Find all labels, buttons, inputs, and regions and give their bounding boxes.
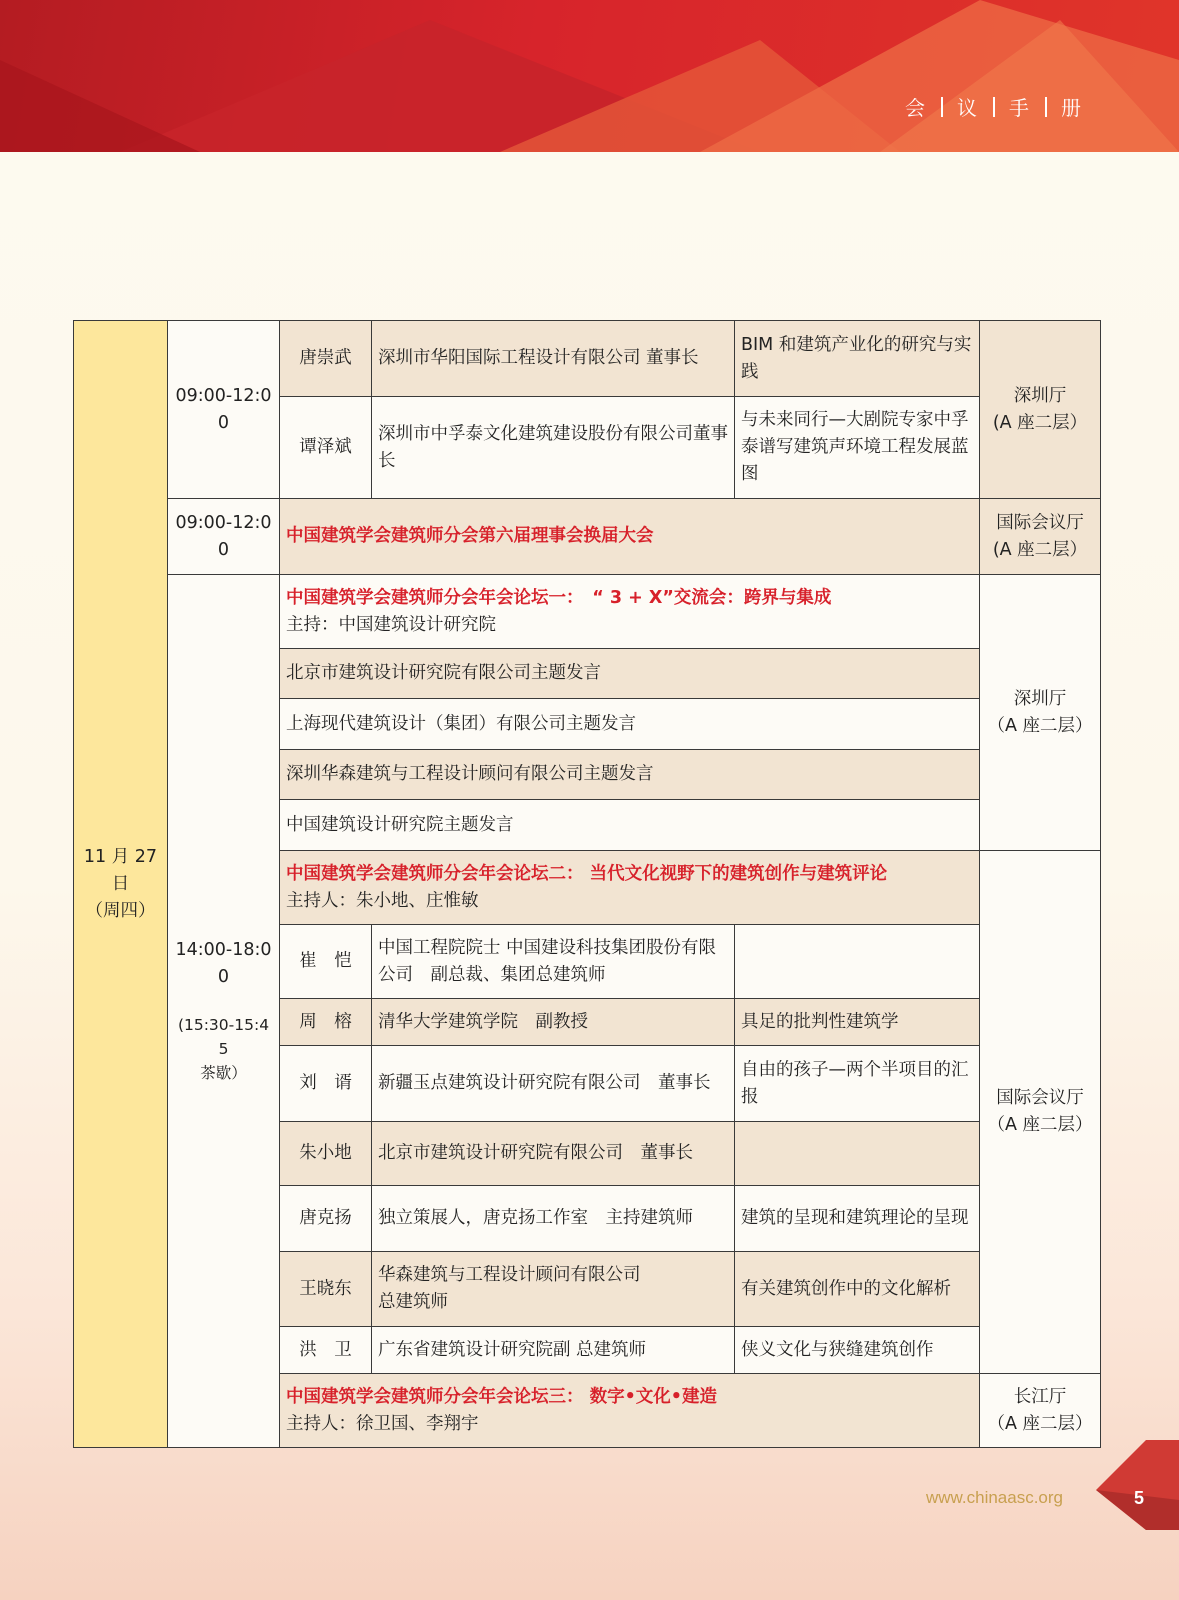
banner-word: 议 bbox=[957, 96, 979, 120]
venue-cell: 深圳厅 (A 座二层） bbox=[980, 321, 1101, 499]
speaker-name: 洪 卫 bbox=[280, 1327, 372, 1374]
time-cell bbox=[168, 575, 280, 1448]
speaker-name: 谭泽斌 bbox=[280, 397, 372, 499]
speaker-name: 唐克扬 bbox=[280, 1186, 372, 1252]
header-banner bbox=[0, 0, 1179, 152]
venue-cell: 国际会议厅 （A 座二层） bbox=[980, 851, 1101, 1374]
banner-separator bbox=[993, 97, 995, 117]
footer-url: www.chinaasc.org bbox=[926, 1488, 1064, 1507]
afternoon-time: 14:00-18:00 bbox=[175, 940, 272, 987]
banner-word: 册 bbox=[1061, 96, 1083, 120]
banner-separator bbox=[1045, 97, 1047, 117]
venue-cell: 国际会议厅 (A 座二层） bbox=[980, 499, 1101, 575]
banner-word: 手 bbox=[1009, 96, 1031, 120]
forum-title: 中国建筑学会建筑师分会年会论坛二： 当代文化视野下的建筑创作与建筑评论 bbox=[286, 863, 888, 884]
speaker-org: 清华大学建筑学院 副教授 bbox=[372, 999, 735, 1046]
day-date: 11 月 27 日 bbox=[83, 846, 158, 894]
day-cell bbox=[74, 321, 168, 1448]
speaker-topic bbox=[735, 925, 980, 999]
forum-host: 主持人：徐卫国、李翔宇 bbox=[286, 1413, 479, 1434]
banner-word: 会 bbox=[905, 96, 927, 120]
forum-title: 中国建筑学会建筑师分会年会论坛三： 数字•文化•建造 bbox=[286, 1386, 717, 1407]
speaker-topic: 与未来同行—大剧院专家中孚泰谱写建筑声环境工程发展蓝图 bbox=[735, 397, 980, 499]
time-cell: 09:00-12:00 bbox=[168, 321, 280, 499]
talk-item: 深圳华森建筑与工程设计顾问有限公司主题发言 bbox=[280, 750, 980, 800]
talk-item: 北京市建筑设计研究院有限公司主题发言 bbox=[280, 649, 980, 699]
table-row bbox=[74, 499, 1101, 575]
assembly-title: 中国建筑学会建筑师分会第六届理事会换届大会 bbox=[280, 499, 980, 575]
speaker-org: 广东省建筑设计研究院副 总建筑师 bbox=[372, 1327, 735, 1374]
forum-host: 主持人：朱小地、庄惟敏 bbox=[286, 890, 479, 911]
speaker-topic: 自由的孩子—两个半项目的汇报 bbox=[735, 1046, 980, 1122]
talk-item: 中国建筑设计研究院主题发言 bbox=[280, 800, 980, 851]
speaker-org: 独立策展人，唐克扬工作室 主持建筑师 bbox=[372, 1186, 735, 1252]
page-number: 5 bbox=[1134, 1488, 1145, 1508]
speaker-name: 唐崇武 bbox=[280, 321, 372, 397]
forum-host: 主持：中国建筑设计研究院 bbox=[286, 614, 496, 635]
banner-separator bbox=[941, 97, 943, 117]
page-tab-shape bbox=[1096, 1440, 1179, 1530]
speaker-org: 深圳市华阳国际工程设计有限公司 董事长 bbox=[372, 321, 735, 397]
venue-cell: 深圳厅 （A 座二层） bbox=[980, 575, 1101, 851]
schedule-table bbox=[73, 320, 1101, 1448]
speaker-name: 王晓东 bbox=[280, 1252, 372, 1327]
forum-title: 中国建筑学会建筑师分会年会论坛一： “ 3 + X”交流会：跨界与集成 bbox=[286, 587, 832, 608]
banner-decoration bbox=[0, 0, 1179, 152]
table-row bbox=[74, 575, 1101, 649]
table-row bbox=[74, 321, 1101, 397]
banner-title bbox=[905, 92, 1083, 121]
venue-cell: 长江厅 （A 座二层） bbox=[980, 1374, 1101, 1448]
time-cell: 09:00-12:00 bbox=[168, 499, 280, 575]
talk-item: 上海现代建筑设计（集团）有限公司主题发言 bbox=[280, 699, 980, 750]
speaker-topic: 建筑的呈现和建筑理论的呈现 bbox=[735, 1186, 980, 1252]
speaker-org: 北京市建筑设计研究院有限公司 董事长 bbox=[372, 1122, 735, 1186]
speaker-org: 华森建筑与工程设计顾问有限公司 总建筑师 bbox=[372, 1252, 735, 1327]
day-weekday: （周四） bbox=[85, 900, 156, 921]
speaker-name: 刘 谞 bbox=[280, 1046, 372, 1122]
speaker-topic: 侠义文化与狭缝建筑创作 bbox=[735, 1327, 980, 1374]
speaker-name: 朱小地 bbox=[280, 1122, 372, 1186]
speaker-name: 崔 恺 bbox=[280, 925, 372, 999]
forum-header bbox=[280, 851, 980, 925]
speaker-name: 周 榕 bbox=[280, 999, 372, 1046]
speaker-topic: 有关建筑创作中的文化解析 bbox=[735, 1252, 980, 1327]
speaker-topic: BIM 和建筑产业化的研究与实践 bbox=[735, 321, 980, 397]
speaker-topic bbox=[735, 1122, 980, 1186]
speaker-org: 新疆玉点建筑设计研究院有限公司 董事长 bbox=[372, 1046, 735, 1122]
forum-header bbox=[280, 1374, 980, 1448]
forum-header bbox=[280, 575, 980, 649]
speaker-org: 深圳市中孚泰文化建筑建设股份有限公司董事长 bbox=[372, 397, 735, 499]
tea-break: (15:30-15:45 茶歇） bbox=[177, 1016, 270, 1082]
speaker-org: 中国工程院院士 中国建设科技集团股份有限公司 副总裁、集团总建筑师 bbox=[372, 925, 735, 999]
speaker-topic: 具足的批判性建筑学 bbox=[735, 999, 980, 1046]
